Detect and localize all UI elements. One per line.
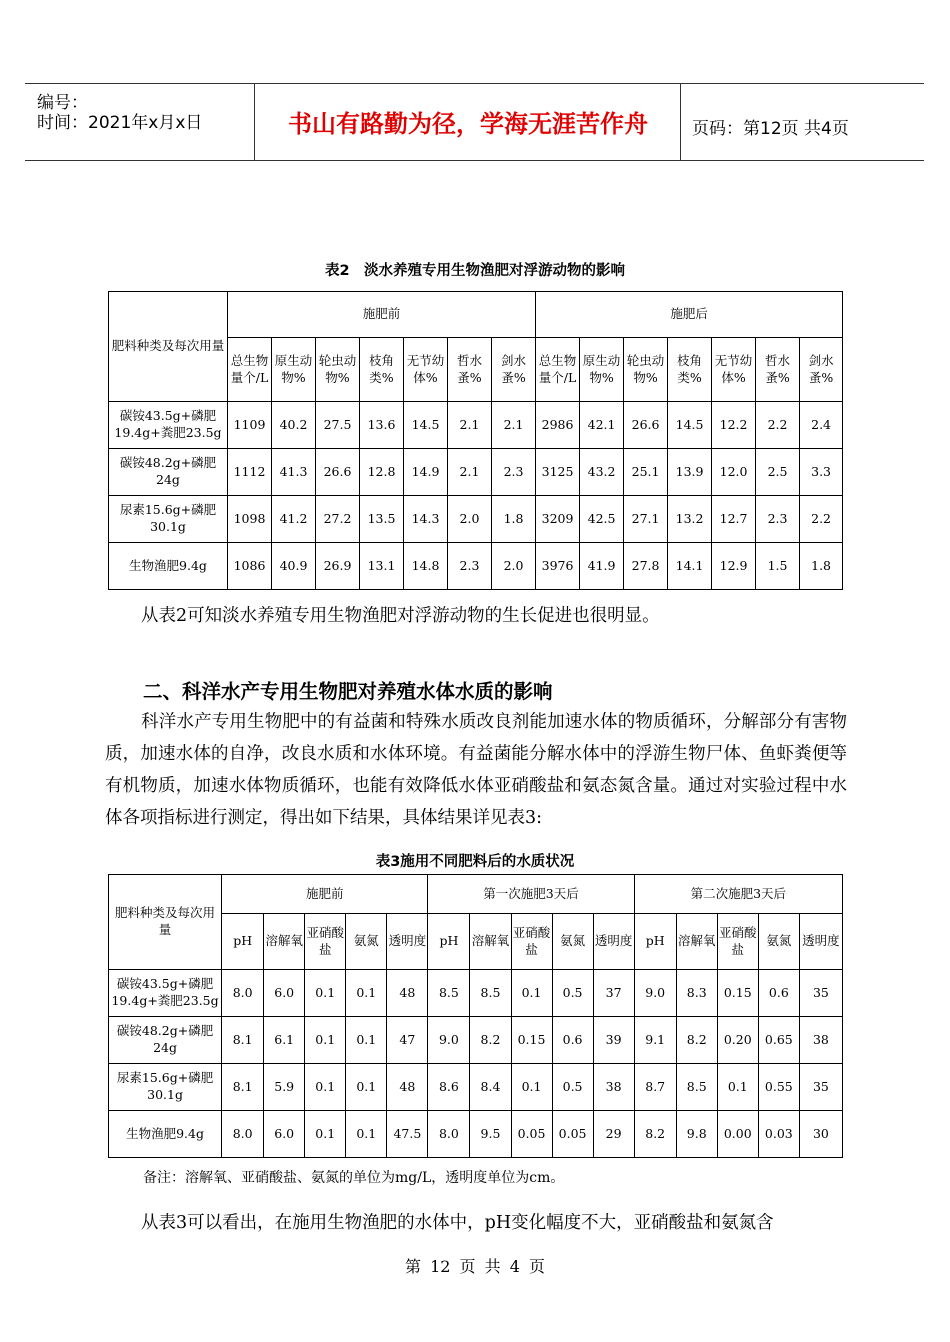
table-cell: 12.9	[712, 543, 756, 590]
header-time: 时间：2021年x月x日	[37, 113, 203, 133]
table2-subheader: 总生物量个/L	[228, 338, 272, 402]
table-cell: 0.65	[758, 1017, 799, 1064]
table3-group: 第一次施肥3天后	[428, 875, 634, 914]
table-cell: 0.20	[717, 1017, 758, 1064]
table-cell: 38	[593, 1064, 634, 1111]
table-cell: 40.9	[272, 543, 316, 590]
table-cell: 40.2	[272, 402, 316, 449]
table-cell: 12.2	[712, 402, 756, 449]
table3-subheader: 氨氮	[346, 914, 387, 970]
table-cell: 35	[799, 1064, 842, 1111]
table3-subheader: 溶解氧	[264, 914, 305, 970]
table-cell: 2.0	[492, 543, 536, 590]
table-cell: 0.15	[717, 970, 758, 1017]
table3-subheader: 透明度	[799, 914, 842, 970]
table-cell: 0.5	[552, 970, 593, 1017]
table-cell: 2.3	[756, 496, 800, 543]
table-cell: 42.5	[580, 496, 624, 543]
table3-subheader: 透明度	[387, 914, 428, 970]
table2-subheader: 枝角类%	[360, 338, 404, 402]
row-label: 生物渔肥9.4g	[109, 1111, 222, 1158]
table-cell: 8.2	[634, 1111, 676, 1158]
table-cell: 3976	[536, 543, 580, 590]
table2-caption: 表2 淡水养殖专用生物渔肥对浮游动物的影响	[324, 263, 626, 279]
table-cell: 6.0	[264, 1111, 305, 1158]
table3-subheader: pH	[634, 914, 676, 970]
row-label: 碳铵48.2g+磷肥24g	[109, 449, 228, 496]
table-cell: 3209	[536, 496, 580, 543]
table-cell: 8.4	[470, 1064, 511, 1111]
table-cell: 26.9	[316, 543, 360, 590]
table-cell: 8.1	[222, 1017, 264, 1064]
table3-subheader: pH	[428, 914, 470, 970]
table-cell: 0.1	[346, 1017, 387, 1064]
header-divider	[680, 83, 681, 160]
table-cell: 27.2	[316, 496, 360, 543]
table-cell: 0.1	[305, 1064, 346, 1111]
table-cell: 41.9	[580, 543, 624, 590]
table-cell: 12.8	[360, 449, 404, 496]
table3-subheader: 氨氮	[552, 914, 593, 970]
table-cell: 8.0	[222, 1111, 264, 1158]
table-cell: 0.1	[305, 1111, 346, 1158]
table-cell: 0.15	[511, 1017, 552, 1064]
table2-subheader: 总生物量个/L	[536, 338, 580, 402]
table3-group: 施肥前	[222, 875, 428, 914]
table-cell: 2.1	[448, 402, 492, 449]
table-cell: 2.4	[800, 402, 843, 449]
table-row	[109, 496, 843, 543]
table-cell: 5.9	[264, 1064, 305, 1111]
table3-subheader: 亚硝酸盐	[717, 914, 758, 970]
table-cell: 0.55	[758, 1064, 799, 1111]
header-motto: 书山有路勤为径，学海无涯苦作舟	[288, 110, 648, 138]
table-cell: 14.5	[668, 402, 712, 449]
table-cell: 14.1	[668, 543, 712, 590]
table2-subheader: 剑水蚤%	[492, 338, 536, 402]
table-cell: 0.1	[511, 970, 552, 1017]
table-cell: 14.8	[404, 543, 448, 590]
table-cell: 0.05	[552, 1111, 593, 1158]
table2-subheader: 原生动物%	[580, 338, 624, 402]
table-cell: 41.3	[272, 449, 316, 496]
table-cell: 37	[593, 970, 634, 1017]
table-cell: 41.2	[272, 496, 316, 543]
table-cell: 0.5	[552, 1064, 593, 1111]
table-cell: 8.5	[428, 970, 470, 1017]
table2-group-before: 施肥前	[228, 292, 536, 338]
row-label: 碳铵43.5g+磷肥19.4g+粪肥23.5g	[109, 970, 222, 1017]
table-cell: 26.6	[624, 402, 668, 449]
row-label: 尿素15.6g+磷肥30.1g	[109, 496, 228, 543]
table-cell: 48	[387, 1064, 428, 1111]
page-footer: 第 12 页 共 4 页	[405, 1257, 545, 1276]
table-cell: 26.6	[316, 449, 360, 496]
table-cell: 8.0	[222, 970, 264, 1017]
table3	[108, 874, 843, 1158]
table-cell: 0.1	[717, 1064, 758, 1111]
table3-subheader: 溶解氧	[470, 914, 511, 970]
table2-subheader: 哲水蚤%	[756, 338, 800, 402]
table-cell: 0.05	[511, 1111, 552, 1158]
table-cell: 9.8	[676, 1111, 717, 1158]
table-cell: 27.8	[624, 543, 668, 590]
table2-subheader: 枝角类%	[668, 338, 712, 402]
table-cell: 2.5	[756, 449, 800, 496]
table-cell: 2.2	[756, 402, 800, 449]
table-cell: 0.1	[346, 1064, 387, 1111]
table-cell: 9.1	[634, 1017, 676, 1064]
table-cell: 0.1	[305, 1017, 346, 1064]
table-cell: 13.6	[360, 402, 404, 449]
table-row	[109, 1111, 843, 1158]
table-cell: 2.2	[800, 496, 843, 543]
table-cell: 43.2	[580, 449, 624, 496]
table2-group-after: 施肥后	[536, 292, 843, 338]
table3-subheader: 溶解氧	[676, 914, 717, 970]
table-cell: 38	[799, 1017, 842, 1064]
table-cell: 2.0	[448, 496, 492, 543]
table-cell: 29	[593, 1111, 634, 1158]
table3-subheader: 透明度	[593, 914, 634, 970]
table-cell: 13.9	[668, 449, 712, 496]
row-label: 生物渔肥9.4g	[109, 543, 228, 590]
table-cell: 8.2	[470, 1017, 511, 1064]
table2-subheader: 哲水蚤%	[448, 338, 492, 402]
header-page-label: 页码：第12页 共4页	[692, 119, 849, 139]
table-row	[109, 970, 843, 1017]
table-cell: 0.00	[717, 1111, 758, 1158]
table-cell: 2986	[536, 402, 580, 449]
table-cell: 1109	[228, 402, 272, 449]
table-cell: 3.3	[800, 449, 843, 496]
table-cell: 12.0	[712, 449, 756, 496]
table-cell: 14.3	[404, 496, 448, 543]
table-row	[109, 1064, 843, 1111]
table-cell: 8.5	[470, 970, 511, 1017]
table-cell: 1086	[228, 543, 272, 590]
table-cell: 13.2	[668, 496, 712, 543]
table-cell: 8.2	[676, 1017, 717, 1064]
table-cell: 9.0	[634, 970, 676, 1017]
table-cell: 1112	[228, 449, 272, 496]
table-cell: 2.3	[448, 543, 492, 590]
table-cell: 27.1	[624, 496, 668, 543]
table-row	[109, 402, 843, 449]
table-cell: 12.7	[712, 496, 756, 543]
paragraph-1: 从表2可知淡水养殖专用生物渔肥对浮游动物的生长促进也很明显。	[141, 606, 660, 626]
table-cell: 0.6	[758, 970, 799, 1017]
table-cell: 6.0	[264, 970, 305, 1017]
section-heading: 二、科洋水产专用生物肥对养殖水体水质的影响	[143, 680, 553, 703]
table2-subheader: 轮虫动物%	[624, 338, 668, 402]
table-cell: 0.6	[552, 1017, 593, 1064]
table-cell: 3125	[536, 449, 580, 496]
table3-subheader: pH	[222, 914, 264, 970]
table3-subheader: 亚硝酸盐	[511, 914, 552, 970]
table3-subheader: 氨氮	[758, 914, 799, 970]
table2	[108, 291, 843, 590]
table-cell: 9.5	[470, 1111, 511, 1158]
table-cell: 8.1	[222, 1064, 264, 1111]
table3-subheader: 亚硝酸盐	[305, 914, 346, 970]
table-cell: 47	[387, 1017, 428, 1064]
table-row	[109, 543, 843, 590]
table-cell: 0.1	[346, 1111, 387, 1158]
table2-subheader: 无节幼体%	[404, 338, 448, 402]
table-cell: 25.1	[624, 449, 668, 496]
table-cell: 14.5	[404, 402, 448, 449]
table-cell: 42.1	[580, 402, 624, 449]
table-cell: 2.1	[492, 402, 536, 449]
table3-note: 备注：溶解氧、亚硝酸盐、氨氮的单位为mg/L，透明度单位为cm。	[143, 1170, 565, 1186]
table-cell: 0.03	[758, 1111, 799, 1158]
header-bottom-rule	[25, 160, 924, 161]
row-label: 尿素15.6g+磷肥30.1g	[109, 1064, 222, 1111]
table3-row-header: 肥料种类及每次用量	[109, 875, 222, 970]
table-cell: 48	[387, 970, 428, 1017]
table-cell: 1.5	[756, 543, 800, 590]
table-row	[109, 449, 843, 496]
table-cell: 6.1	[264, 1017, 305, 1064]
table2-subheader: 剑水蚤%	[800, 338, 843, 402]
table-cell: 8.6	[428, 1064, 470, 1111]
header-top-rule	[25, 83, 924, 84]
table-cell: 8.5	[676, 1064, 717, 1111]
table-cell: 13.5	[360, 496, 404, 543]
table-cell: 8.7	[634, 1064, 676, 1111]
table-cell: 0.1	[305, 970, 346, 1017]
table2-subheader: 原生动物%	[272, 338, 316, 402]
paragraph-3: 从表3可以看出，在施用生物渔肥的水体中，pH变化幅度不大，亚硝酸盐和氨氮含	[141, 1213, 774, 1233]
table3-caption: 表3施用不同肥料后的水质状况	[375, 854, 575, 870]
table-row	[109, 1017, 843, 1064]
table-cell: 1098	[228, 496, 272, 543]
table-cell: 47.5	[387, 1111, 428, 1158]
table3-group: 第二次施肥3天后	[634, 875, 842, 914]
table-cell: 9.0	[428, 1017, 470, 1064]
table2-row-header: 肥料种类及每次用量	[109, 292, 228, 402]
table2-subheader: 轮虫动物%	[316, 338, 360, 402]
table-cell: 8.0	[428, 1111, 470, 1158]
table-cell: 30	[799, 1111, 842, 1158]
table2-subheader: 无节幼体%	[712, 338, 756, 402]
table-cell: 39	[593, 1017, 634, 1064]
table-cell: 13.1	[360, 543, 404, 590]
table-cell: 1.8	[492, 496, 536, 543]
header-number: 编号：	[37, 93, 88, 113]
paragraph-2: 科洋水产专用生物肥中的有益菌和特殊水质改良剂能加速水体的物质循环，分解部分有害物质，加速水体的自净，改良水质和水体环境。有益菌能分解水体中的浮游生物尸体、鱼虾粪便等有机物质，加速水体物质循环，也能有效降低水体亚硝酸盐和氨态氮含量。通过对实验过程中水体各项指标进行测定，得出如下结果，具体结果详见表3:	[105, 712, 847, 828]
table-cell: 2.1	[448, 449, 492, 496]
row-label: 碳铵48.2g+磷肥24g	[109, 1017, 222, 1064]
table-cell: 35	[799, 970, 842, 1017]
table-cell: 0.1	[511, 1064, 552, 1111]
table-cell: 14.9	[404, 449, 448, 496]
header-divider	[254, 83, 255, 160]
row-label: 碳铵43.5g+磷肥19.4g+粪肥23.5g	[109, 402, 228, 449]
table-cell: 27.5	[316, 402, 360, 449]
table-cell: 1.8	[800, 543, 843, 590]
table-cell: 8.3	[676, 970, 717, 1017]
table-cell: 2.3	[492, 449, 536, 496]
table-cell: 0.1	[346, 970, 387, 1017]
